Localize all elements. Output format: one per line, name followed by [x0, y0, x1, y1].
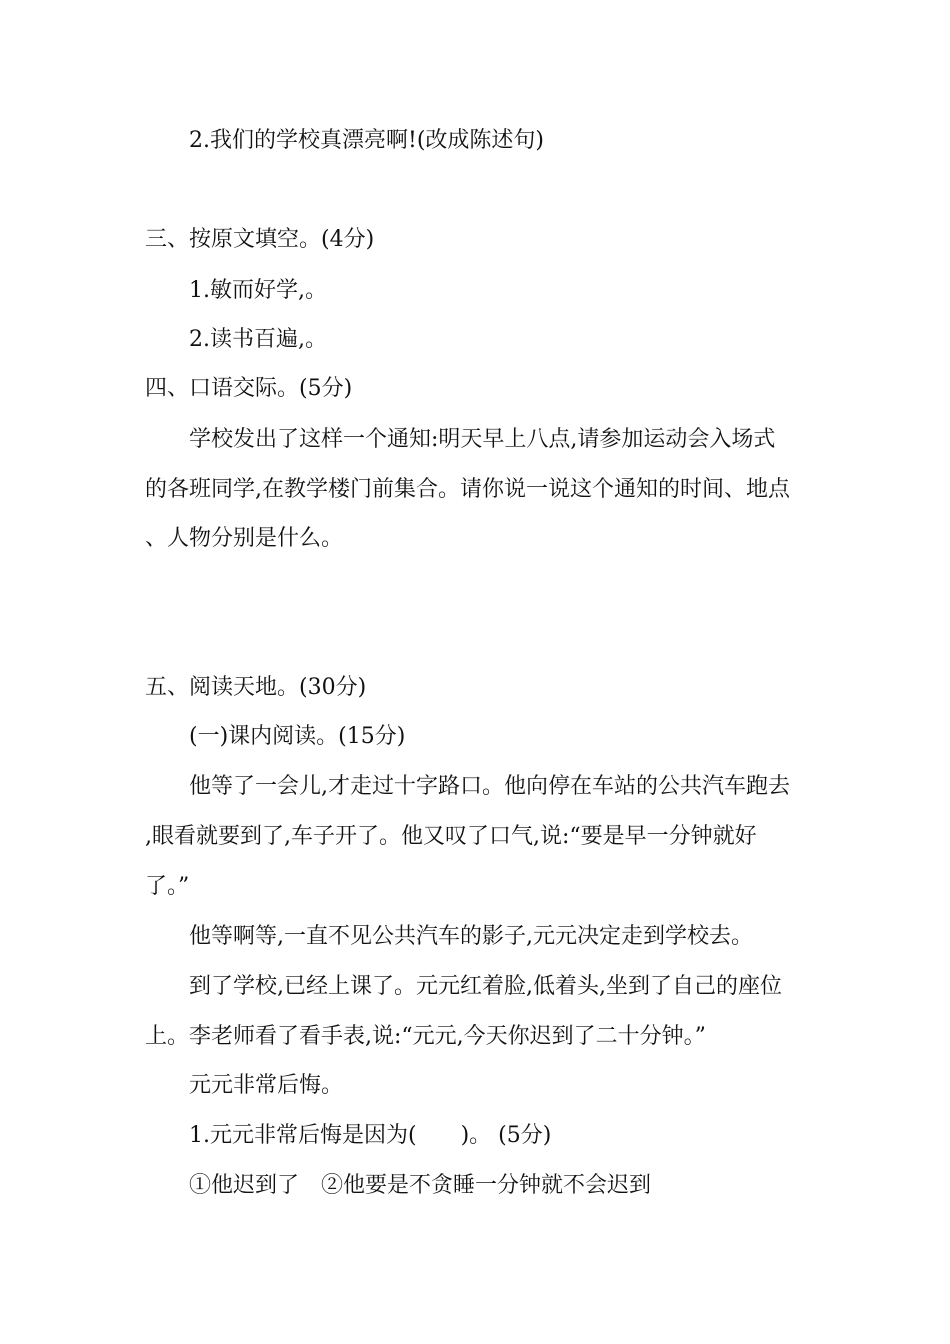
passage-line-3: 了。”: [145, 874, 190, 899]
section-5-title: 五、阅读天地。(30分): [145, 675, 367, 700]
notice-paragraph-line-3: 、人物分别是什么。: [145, 526, 344, 551]
fill-blank-item-1: 1.敏而好学,。: [189, 278, 327, 303]
passage-line-5: 到了学校,已经上课了。元元红着脸,低着头,坐到了自己的座位: [189, 974, 782, 999]
passage-line-7: 元元非常后悔。: [189, 1073, 344, 1098]
passage-line-2: ,眼看就要到了,车子开了。他又叹了口气,说:“要是早一分钟就好: [145, 824, 757, 849]
fill-blank-item-2: 2.读书百遍,。: [189, 327, 327, 352]
notice-paragraph-line-2: 的各班同学,在教学楼门前集合。请你说一说这个通知的时间、地点: [145, 477, 790, 502]
question-1-options: ①他迟到了 ②他要是不贪睡一分钟就不会迟到: [189, 1173, 652, 1198]
section-3-title: 三、按原文填空。(4分): [145, 227, 375, 252]
passage-line-1: 他等了一会儿,才走过十字路口。他向停在车站的公共汽车跑去: [189, 774, 790, 799]
in-class-reading-title: (一)课内阅读。(15分): [189, 724, 406, 749]
passage-line-6: 上。李老师看了看手表,说:“元元,今天你迟到了二十分钟。”: [145, 1024, 706, 1049]
passage-line-4: 他等啊等,一直不见公共汽车的影子,元元决定走到学校去。: [189, 924, 753, 949]
section-4-title: 四、口语交际。(5分): [145, 376, 353, 401]
notice-paragraph-line-1: 学校发出了这样一个通知:明天早上八点,请参加运动会入场式: [189, 427, 776, 452]
question-2-rewrite: 2.我们的学校真漂亮啊!(改成陈述句): [189, 128, 544, 153]
question-1: 1.元元非常后悔是因为( )。 (5分): [189, 1123, 552, 1148]
